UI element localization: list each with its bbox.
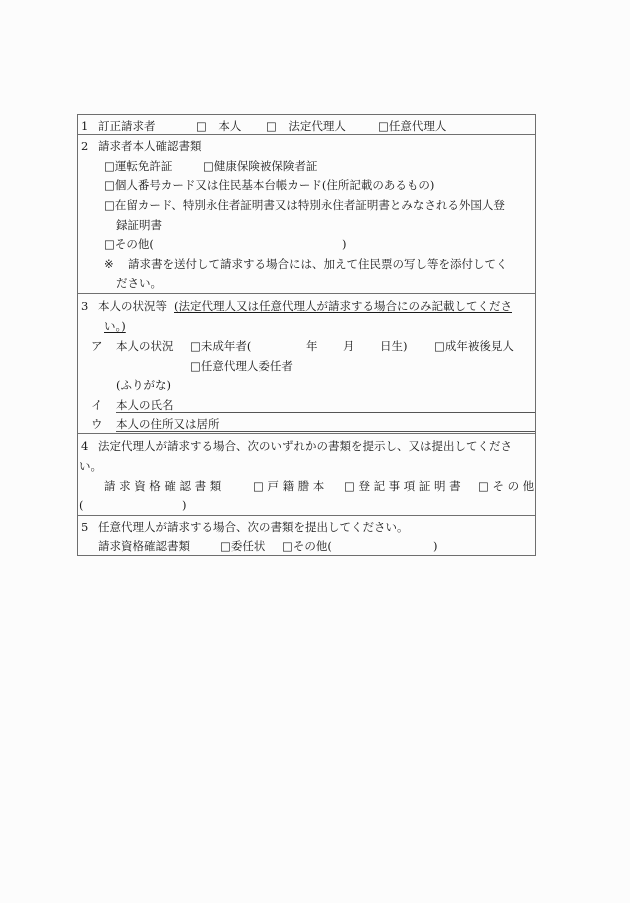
row-divider: [78, 515, 535, 516]
checkbox-other-doc-5[interactable]: □その他(: [282, 539, 332, 553]
section3-note-cont: い。): [104, 319, 126, 333]
item-i-mark: イ: [91, 398, 103, 412]
checkbox-drivers-license[interactable]: □運転免許証: [104, 159, 173, 173]
row-divider: [78, 134, 535, 135]
checkbox-adult-ward[interactable]: □成年被後見人: [434, 339, 514, 353]
residence-card-cont: 録証明書: [116, 218, 162, 232]
row-divider: [78, 433, 535, 434]
section1-number: 1: [81, 119, 89, 133]
row-divider: [78, 293, 535, 294]
section4-text: 法定代理人が請求する場合、次のいずれかの書類を提示し、又は提出してくださ: [98, 439, 512, 453]
checkbox-health-insurance[interactable]: □健康保険被保険者証: [203, 159, 318, 173]
note-text-cont: ださい。: [116, 276, 162, 290]
item-u-mark: ウ: [91, 417, 103, 431]
checkbox-delegator[interactable]: □任意代理人委任者: [190, 359, 293, 373]
note-text: 請求書を送付して請求する場合には、加えて住民票の写し等を添付してく: [128, 257, 508, 271]
checkbox-registry-cert[interactable]: □登記事項証明書: [344, 479, 465, 493]
request-form-table: [77, 114, 536, 556]
section3-number: 3: [81, 299, 89, 313]
section4-text-cont: い。: [79, 459, 102, 473]
birthday-label: 日生): [380, 339, 408, 353]
other-doc-close: ): [182, 498, 187, 512]
section3-note: (法定代理人又は任意代理人が請求する場合にのみ記載してくださ: [174, 299, 512, 313]
checkbox-other-doc[interactable]: □その他: [478, 479, 538, 493]
year-label: 年: [306, 339, 318, 353]
section2-label: 請求者本人確認書類: [98, 139, 202, 153]
section2-number: 2: [81, 139, 89, 153]
address-field-line[interactable]: [116, 431, 535, 432]
furigana-label: (ふりがな): [116, 378, 171, 392]
checkbox-self[interactable]: □ 本人: [196, 119, 242, 133]
note-mark: ※: [104, 257, 114, 271]
other-id-close: ): [342, 237, 347, 251]
checkbox-residence-card[interactable]: □在留カード、特別永住者証明書又は特別永住者証明書とみなされる外国人登: [104, 198, 505, 212]
section4-number: 4: [81, 439, 89, 453]
item-a-label: 本人の状況: [116, 339, 174, 353]
checkbox-voluntary-agent[interactable]: □任意代理人: [378, 119, 447, 133]
checkbox-minor[interactable]: □未成年者(: [190, 339, 252, 353]
other-doc-open: (: [79, 498, 84, 512]
section5-docs-label: 請求資格確認書類: [98, 539, 190, 553]
checkbox-family-register[interactable]: □戸籍謄本: [253, 479, 328, 493]
name-label: 本人の氏名: [116, 398, 174, 412]
checkbox-legal-agent[interactable]: □ 法定代理人: [266, 119, 346, 133]
section5-text: 任意代理人が請求する場合、次の書類を提出してください。: [98, 520, 409, 534]
checkbox-power-of-attorney[interactable]: □委任状: [220, 539, 266, 553]
name-field-line[interactable]: [116, 412, 535, 413]
checkbox-other-id[interactable]: □その他(: [104, 237, 154, 251]
item-a-mark: ア: [91, 339, 103, 353]
section4-docs-label: 請求資格確認書類: [104, 479, 225, 493]
section1-label: 訂正請求者: [98, 119, 156, 133]
checkbox-my-number-card[interactable]: □個人番号カード又は住民基本台帳カード(住所記載のあるもの): [104, 178, 435, 192]
address-label: 本人の住所又は居所: [116, 417, 220, 431]
section3-label: 本人の状況等: [98, 299, 167, 313]
section5-number: 5: [81, 520, 89, 534]
other-doc-5-close: ): [433, 539, 438, 553]
month-label: 月: [343, 339, 355, 353]
